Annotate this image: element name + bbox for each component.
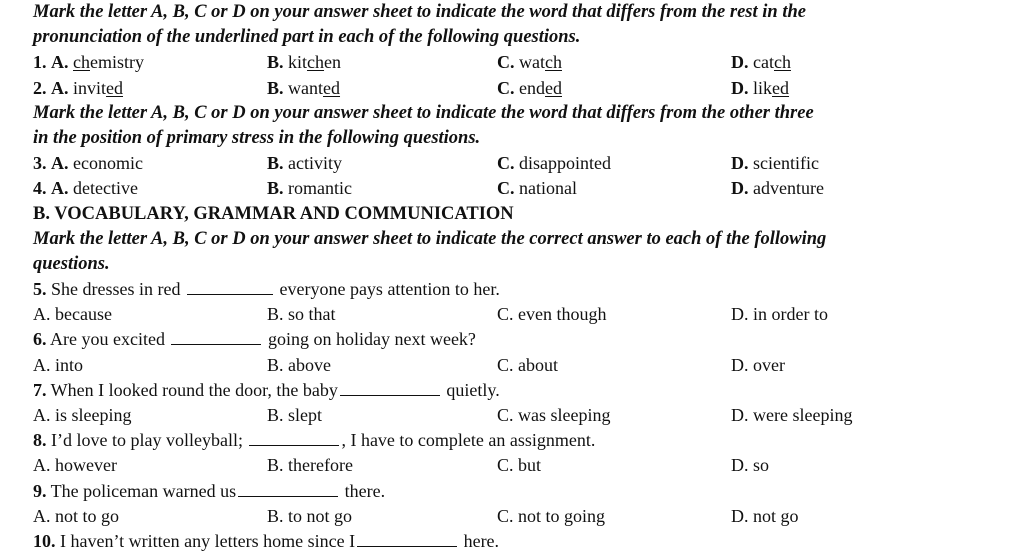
question-7-option-a[interactable]: A. is sleeping (33, 405, 132, 425)
question-9-stem (33, 479, 1013, 504)
option-letter: C. (497, 153, 515, 174)
question-8-options (33, 453, 1013, 478)
option-text: detective (68, 178, 138, 199)
pronunciation-instruction-line-2: pronunciation of the underlined part in each of the following questions. (33, 27, 581, 48)
question-6-stem (33, 327, 1013, 352)
question-2-option-c[interactable] (497, 76, 562, 101)
question-text: going on holiday next week? (267, 329, 476, 350)
option-text: adventure (748, 178, 824, 199)
question-8-option-c[interactable]: C. but (497, 455, 542, 476)
question-text: When I looked round the door, the baby (46, 379, 338, 400)
option-text: activity (283, 153, 342, 174)
question-5-stem (33, 277, 1013, 302)
question-9-option-b[interactable]: B. to not go (267, 505, 353, 526)
question-5-option-c[interactable]: C. even though (497, 304, 607, 325)
question-7-options (33, 403, 1013, 428)
section-b-instruction-line-1: Mark the letter A, B, C or D on your answer sheet to indicate the correct answer to each of the following (33, 228, 827, 249)
option-text: economic (68, 153, 143, 174)
question-8-option-d[interactable]: D. so (731, 455, 770, 476)
answer-blank[interactable] (357, 529, 457, 547)
option-letter: B. (267, 77, 284, 98)
option-letter: B. (267, 52, 284, 73)
question-8-stem (33, 428, 1013, 453)
question-5-option-b[interactable]: B. so that (267, 304, 336, 325)
answer-blank[interactable] (187, 277, 273, 295)
question-8-option-a[interactable]: A. however (33, 455, 117, 476)
question-6-option-c[interactable]: C. about (497, 354, 558, 375)
question-1 (33, 50, 1013, 75)
question-text: I haven’t written any letters home since I (55, 530, 356, 551)
option-text: lik (748, 77, 773, 98)
section-b-instruction-line-2: questions. (33, 253, 110, 274)
question-1-option-b[interactable] (267, 50, 341, 75)
question-number: 9. (33, 480, 47, 501)
question-text: , I have to complete an assignment. (341, 430, 596, 451)
question-3-option-a[interactable] (33, 151, 143, 176)
question-2-option-b[interactable] (267, 76, 340, 101)
underlined-part: ch (773, 52, 791, 73)
option-letter: C. (497, 178, 515, 199)
option-text: emistry (90, 52, 144, 73)
question-10-stem (33, 529, 1013, 554)
question-9-option-c[interactable]: C. not to going (497, 505, 606, 526)
option-text: national (514, 178, 577, 199)
question-text: here. (463, 530, 500, 551)
question-3-option-c[interactable] (497, 151, 611, 176)
question-6-option-b[interactable]: B. above (267, 354, 331, 375)
question-text: She dresses in red (46, 279, 181, 300)
question-6-option-d[interactable]: D. over (731, 354, 785, 375)
option-letter: C. (497, 52, 515, 73)
question-3-option-b[interactable] (267, 151, 342, 176)
question-4-option-d[interactable] (731, 176, 824, 201)
option-text: en (324, 52, 342, 73)
pronunciation-instruction-line-1: Mark the letter A, B, C or D on your answer sheet to indicate the word that differs from the rest in the (33, 2, 806, 22)
question-5-option-a[interactable]: A. because (33, 304, 112, 325)
question-number: 4. (33, 178, 47, 199)
question-7-option-c[interactable]: C. was sleeping (497, 405, 611, 425)
option-letter: A. (51, 77, 69, 98)
question-8-option-b[interactable]: B. therefore (267, 455, 353, 476)
question-number: 3. (33, 153, 47, 174)
option-text: wat (514, 52, 545, 73)
option-letter: C. (497, 77, 515, 98)
answer-blank[interactable] (171, 327, 261, 345)
question-number: 5. (33, 279, 47, 300)
question-number: 2. (33, 77, 47, 98)
option-letter: A. (51, 153, 69, 174)
underlined-part: ch (307, 52, 325, 73)
option-text: end (514, 77, 545, 98)
question-4-option-b[interactable] (267, 176, 352, 201)
option-text: romantic (283, 178, 352, 199)
question-9-option-a[interactable]: A. not to go (33, 505, 120, 526)
section-b-heading: B. VOCABULARY, GRAMMAR AND COMMUNICATION (33, 203, 514, 224)
question-7-option-b[interactable]: B. slept (267, 405, 323, 425)
question-text: The policeman warned us (46, 480, 237, 501)
question-number: 8. (33, 430, 47, 451)
underlined-part: ed (323, 77, 341, 98)
question-4-option-c[interactable] (497, 176, 577, 201)
question-7-stem (33, 378, 1013, 403)
option-letter: D. (731, 52, 749, 73)
underlined-part: ed (772, 77, 790, 98)
option-letter: A. (51, 52, 69, 73)
option-letter: D. (731, 178, 749, 199)
question-6-option-a[interactable]: A. into (33, 354, 84, 375)
question-9-options (33, 504, 1013, 529)
option-text: kit (283, 52, 308, 73)
question-5-option-d[interactable]: D. in order to (731, 304, 828, 325)
option-letter: D. (731, 77, 749, 98)
option-text: disappointed (514, 153, 611, 174)
question-2-option-d[interactable] (731, 76, 789, 101)
option-text: cat (748, 52, 774, 73)
stress-instruction-line-2: in the position of primary stress in the following questions. (33, 127, 481, 148)
question-4 (33, 176, 1013, 201)
question-number: 7. (33, 379, 47, 400)
question-6-options (33, 353, 1013, 378)
worksheet (33, 0, 1013, 554)
question-2 (33, 76, 1013, 101)
option-text: want (283, 77, 324, 98)
underlined-part: ch (545, 52, 562, 73)
stress-instruction-line-1: Mark the letter A, B, C or D on your answer sheet to indicate the word that differs from the other three (33, 102, 814, 123)
question-number: 10. (33, 530, 56, 551)
question-9-option-d[interactable]: D. not go (731, 505, 799, 526)
answer-blank[interactable] (340, 378, 440, 396)
option-letter: D. (731, 153, 749, 174)
question-text: everyone pays attention to her. (279, 279, 500, 300)
option-letter: B. (267, 153, 284, 174)
underlined-part: ed (106, 77, 124, 98)
question-1-option-a[interactable] (33, 50, 144, 75)
underlined-part: ed (545, 77, 562, 98)
question-3-option-d[interactable] (731, 151, 819, 176)
option-text: invit (68, 77, 107, 98)
question-text: I’d love to play volleyball; (46, 430, 243, 451)
question-text: Are you excited (46, 329, 165, 350)
question-5-options (33, 302, 1013, 327)
question-number: 1. (33, 52, 47, 73)
question-number: 6. (33, 329, 47, 350)
option-letter: A. (51, 178, 69, 199)
question-1-option-c[interactable] (497, 50, 562, 75)
answer-blank[interactable] (238, 479, 338, 497)
underlined-part: ch (73, 52, 90, 73)
option-text: scientific (748, 153, 819, 174)
question-4-option-a[interactable] (33, 176, 138, 201)
question-7-option-d[interactable]: D. were sleeping (731, 405, 853, 425)
answer-blank[interactable] (249, 428, 339, 446)
question-text: there. (344, 480, 386, 501)
question-2-option-a[interactable] (33, 76, 123, 101)
question-1-option-d[interactable] (731, 50, 791, 75)
question-text: quietly. (446, 379, 500, 400)
option-letter: B. (267, 178, 284, 199)
question-3 (33, 151, 1013, 176)
